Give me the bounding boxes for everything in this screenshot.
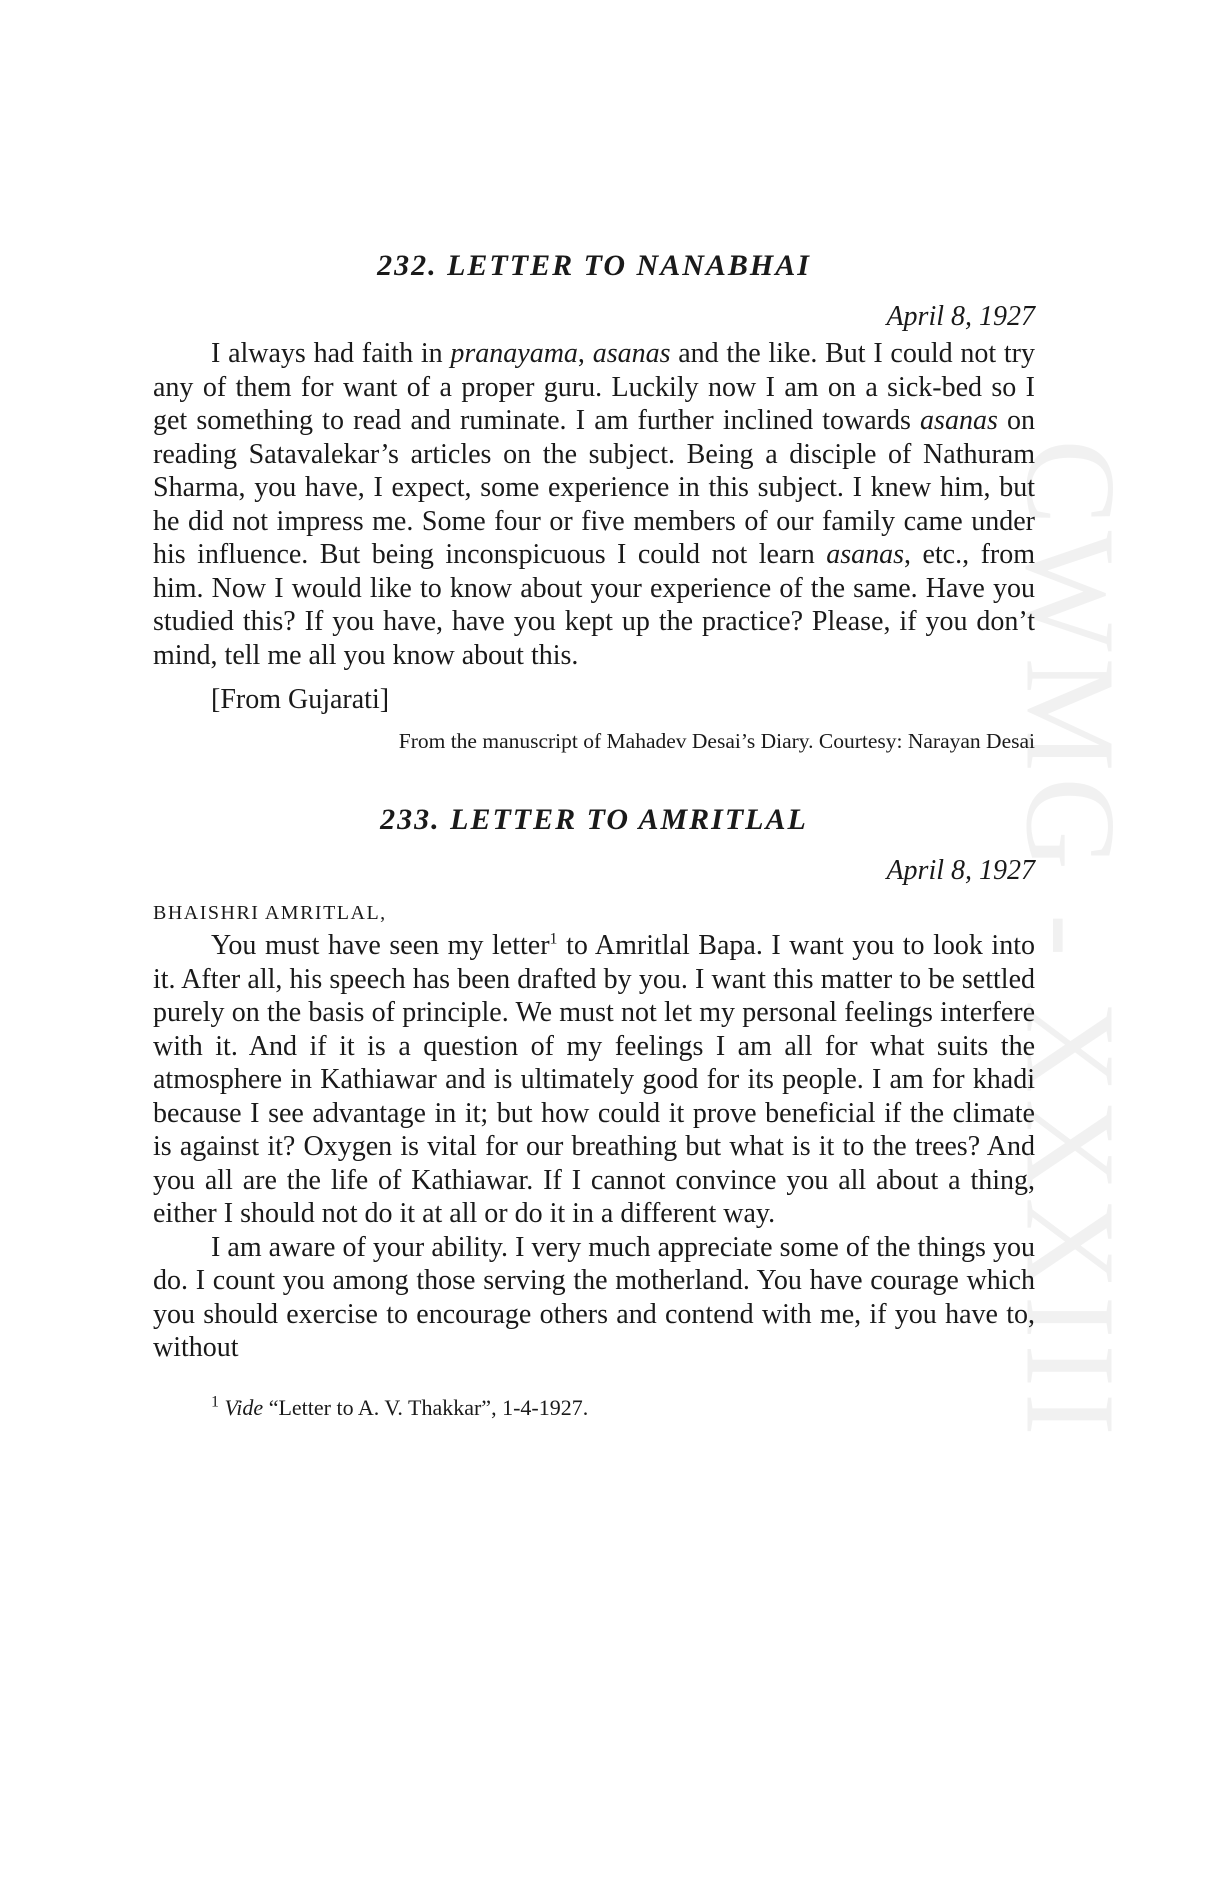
footnote: $^1$ Vide “Letter to A. V. Thakkar”, 1-4-1927. (211, 1393, 589, 1420)
letter-233 (153, 800, 1035, 1365)
footnote-marker: 1 (211, 1393, 219, 1411)
page-content (153, 246, 1035, 1423)
footnote-marker: 1 (549, 930, 558, 948)
italic-term: asanas (826, 539, 904, 570)
letter-232-date: April 8, 1927 (886, 301, 1035, 332)
letter-232-courtesy: From the manuscript of Mahadev Desai’s Diary. Courtesy: Narayan Desai (398, 729, 1035, 753)
letter-233-paragraph-2: I am aware of your ability. I very much appreciate some of the things you do. I count you among those serving the motherland. You have courage which you should exercise to encourage others and contend with me, if you have to, without (153, 1231, 1035, 1363)
letter-233-date: April 8, 1927 (886, 855, 1035, 886)
letter-232-source: [From Gujarati] (211, 684, 390, 715)
letter-232 (153, 246, 1035, 756)
watermark-text: CWMG - XXXIII (999, 438, 1142, 1442)
letter-233-salutation: BHAISHRI AMRITLAL, (153, 902, 387, 924)
italic-term: Vide (224, 1394, 264, 1420)
letter-232-title: 232. LETTER TO NANABHAI (377, 249, 811, 282)
italic-term: asanas (920, 405, 998, 436)
letter-233-paragraph-1: You must have seen my letter$^1$ to Amritlal Bapa. I want you to look into it. After all, his speech has been drafted by you. I want this matter to be settled purely on the basis of principle. We must not let my personal feelings interfere with it. And if it is a question of my feelings I am all for what suits the atmosphere in Kathiawar and is ultimately good for its people. I am for khadi because I see advantage in it; but how could it prove beneficial if the climate is against it? Oxygen is vital for our breathing but what is it to the trees? And you all are the life of Kathiawar. If I cannot convince you all about a thing, either I should not do it at all or do it in a different way. (153, 930, 1035, 1229)
letter-233-title: 233. LETTER TO AMRITLAL (380, 803, 808, 836)
letter-232-body: I always had faith in pranayama, asanas and the like. But I could not try any of them for want of a proper guru. Luckily now I am on a sick-bed so I get something to read and ruminate. I am further inclined towards asanas on reading Satavalekar’s articles on the subject. Being a disciple of Nathuram Sharma, you have, I expect, some experience in this subject. I knew him, but he did not impress me. Some four or five members of our family came under his influence. But being inconspicuous I could not learn asanas, etc., from him. Now I would like to know about your experience of the same. Have you studied this? If you have, have you kept up the practice? Please, if you don’t mind, tell me all you know about this. (153, 338, 1036, 671)
italic-term: asanas (592, 338, 671, 369)
italic-term: pranayama (450, 338, 578, 369)
